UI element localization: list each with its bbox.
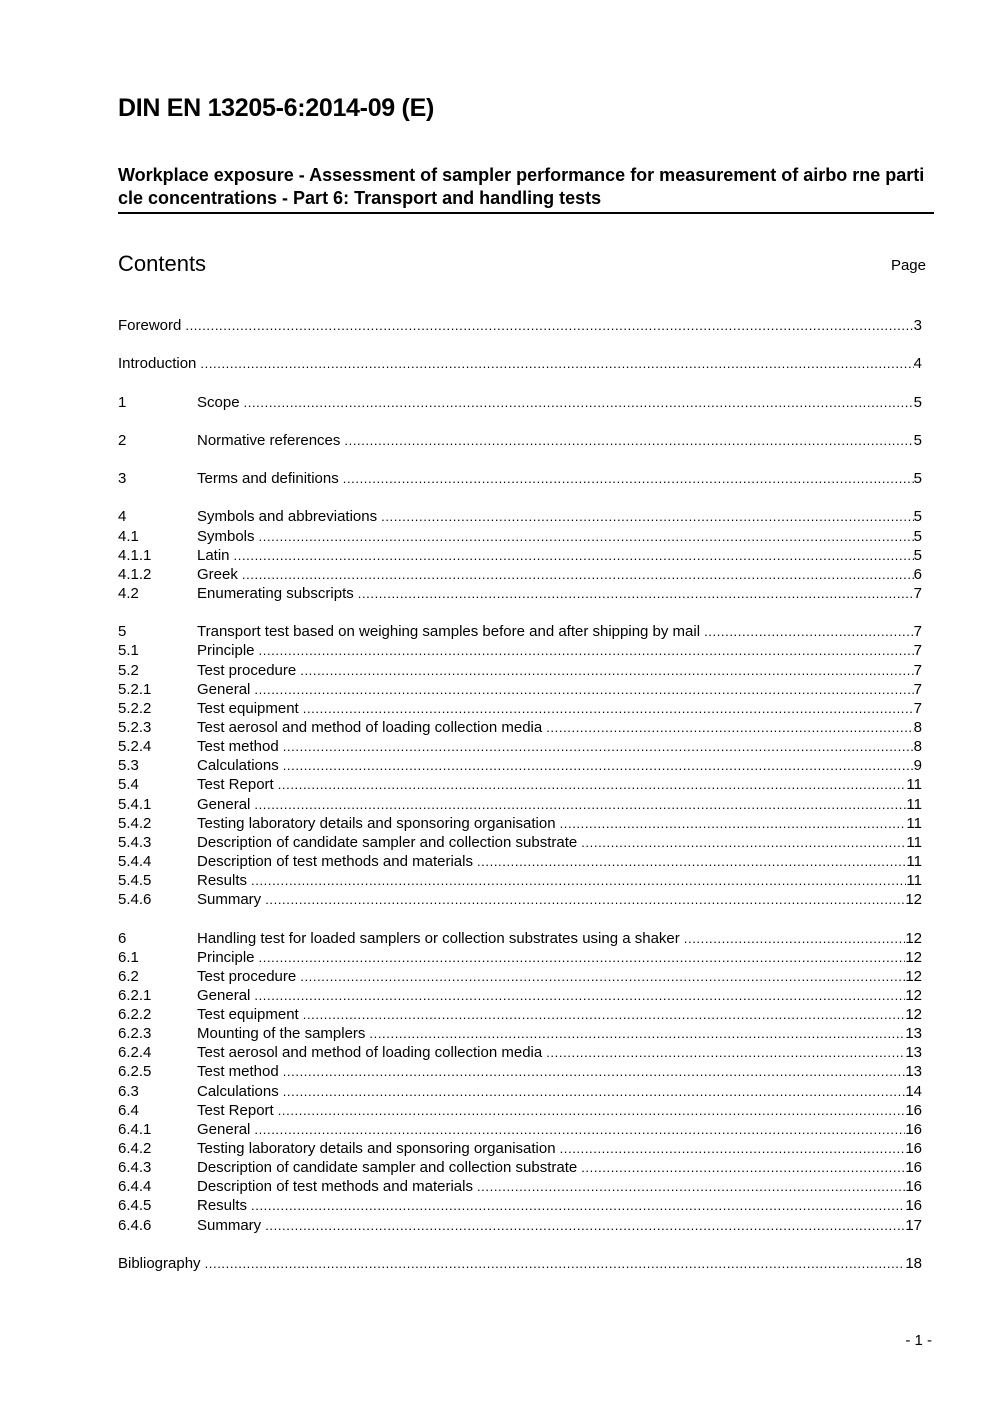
toc-entry-number: 6.4 (118, 1101, 139, 1119)
toc-entry-page: 4 (913, 355, 922, 373)
table-of-contents (118, 316, 922, 1273)
toc-entry[interactable] (118, 622, 922, 641)
toc-entry-page: 16 (905, 1101, 922, 1119)
toc-entry-number: 5.2 (118, 661, 139, 679)
toc-entry-title: Symbols (197, 527, 255, 545)
toc-entry[interactable] (118, 680, 922, 699)
toc-entry-number: 6.4.5 (118, 1197, 152, 1215)
toc-entry-number: 5.2.2 (118, 699, 152, 717)
toc-entry-number: 5.4.5 (118, 872, 152, 890)
toc-entry-page: 16 (905, 1159, 922, 1177)
toc-entry[interactable] (118, 469, 922, 488)
toc-entry[interactable] (118, 737, 922, 756)
toc-entry-title: Principle (197, 642, 255, 660)
toc-dot-leader (581, 833, 906, 852)
toc-dot-leader (303, 1005, 906, 1024)
toc-entry-title: Testing laboratory details and sponsoring organisation (197, 814, 556, 832)
toc-entry-page: 13 (905, 1063, 922, 1081)
toc-entry-number: 6.2.2 (118, 1006, 152, 1024)
toc-dot-leader (381, 507, 914, 526)
toc-entry[interactable] (118, 1101, 922, 1120)
toc-entry-title: Test method (197, 738, 279, 756)
document-title: Workplace exposure - Assessment of sampler performance for measurement of airbo rne particle concentrations - Part 6: Transport and handling tests (118, 164, 934, 214)
toc-entry-number: 5.4.6 (118, 891, 152, 909)
toc-dot-leader (546, 718, 913, 737)
toc-entry-number: 6.4.4 (118, 1178, 152, 1196)
toc-dot-leader (344, 431, 913, 450)
toc-entry-title: Description of test methods and materials (197, 1178, 473, 1196)
toc-entry-title: Test procedure (197, 967, 297, 985)
toc-entry[interactable] (118, 967, 922, 986)
toc-entry[interactable] (118, 775, 922, 794)
toc-entry[interactable] (118, 718, 922, 737)
toc-entry-page: 13 (905, 1044, 922, 1062)
toc-entry-page: 5 (913, 546, 922, 564)
toc-entry-number: 6.2.1 (118, 986, 152, 1004)
toc-entry-number: 6.2 (118, 967, 139, 985)
toc-dot-leader (283, 1082, 906, 1101)
toc-entry-title: Bibliography (118, 1254, 201, 1272)
toc-entry[interactable] (118, 852, 922, 871)
toc-dot-leader (300, 967, 905, 986)
toc-entry[interactable] (118, 1139, 922, 1158)
toc-dot-leader (254, 795, 906, 814)
toc-entry[interactable] (118, 1120, 922, 1139)
toc-entry-page: 12 (905, 891, 922, 909)
contents-heading: Contents (118, 251, 207, 276)
toc-entry-number: 6.2.4 (118, 1044, 152, 1062)
toc-entry-page: 5 (913, 431, 922, 449)
toc-entry-title: Summary (197, 891, 262, 909)
toc-entry-title: Test procedure (197, 661, 297, 679)
toc-entry-title: Scope (197, 393, 240, 411)
toc-dot-leader (265, 1216, 905, 1235)
toc-entry-number: 5.2.4 (118, 738, 152, 756)
toc-entry-title: Test aerosol and method of loading collection media (197, 1044, 543, 1062)
toc-entry-page: 6 (913, 565, 922, 583)
toc-entry[interactable] (118, 527, 922, 546)
toc-entry-page: 16 (905, 1197, 922, 1215)
toc-entry-title: Foreword (118, 317, 182, 334)
toc-entry[interactable] (118, 546, 922, 565)
toc-dot-leader (546, 1043, 905, 1062)
toc-entry-page: 5 (913, 527, 922, 545)
toc-entry-title: Test Report (197, 1101, 274, 1119)
toc-dot-leader (300, 661, 913, 680)
toc-entry-title: Greek (197, 565, 238, 583)
toc-dot-leader (283, 737, 914, 756)
toc-entry-page: 13 (905, 1025, 922, 1043)
toc-entry[interactable] (118, 890, 922, 909)
toc-entry-title: Description of test methods and materials (197, 852, 473, 870)
toc-entry-number: 4.1 (118, 527, 139, 545)
toc-entry[interactable] (118, 929, 922, 948)
toc-entry-title: Latin (197, 546, 230, 564)
toc-entry-title: Test equipment (197, 1006, 299, 1024)
toc-entry[interactable] (118, 1158, 922, 1177)
toc-entry-page: 12 (905, 986, 922, 1004)
toc-entry-page: 14 (905, 1082, 922, 1100)
toc-entry[interactable] (118, 1196, 922, 1215)
toc-entry-page: 9 (913, 757, 922, 775)
toc-entry[interactable] (118, 986, 922, 1005)
toc-entry[interactable] (118, 661, 922, 680)
toc-entry-number: 6.1 (118, 948, 139, 966)
toc-entry-number: 5.4.4 (118, 852, 152, 870)
toc-entry[interactable] (118, 948, 922, 967)
toc-entry-number: 6.4.1 (118, 1120, 152, 1138)
toc-entry-title: Summary (197, 1216, 262, 1234)
toc-entry[interactable] (118, 641, 922, 660)
toc-entry[interactable] (118, 1254, 922, 1273)
toc-entry[interactable] (118, 354, 922, 373)
toc-dot-leader (303, 699, 914, 718)
toc-entry-title: Testing laboratory details and sponsoring organisation (197, 1140, 556, 1158)
toc-entry-page: 18 (905, 1254, 922, 1272)
toc-entry-number: 5.4 (118, 776, 139, 794)
toc-entry-title: Introduction (118, 355, 197, 373)
toc-entry-number: 5.2.1 (118, 680, 152, 698)
toc-entry-page: 11 (906, 852, 922, 870)
toc-entry-number: 2 (118, 431, 127, 449)
toc-entry-title: Calculations (197, 757, 279, 775)
toc-entry-title: Calculations (197, 1082, 279, 1100)
toc-dot-leader (185, 316, 913, 335)
toc-dot-leader (704, 622, 914, 641)
toc-entry[interactable] (118, 431, 922, 450)
toc-dot-leader (560, 1139, 906, 1158)
toc-entry-page: 12 (905, 929, 922, 947)
toc-entry-title: General (197, 795, 251, 813)
toc-dot-leader (358, 584, 914, 603)
toc-entry-title: Description of candidate sampler and collection substrate (197, 833, 578, 851)
toc-dot-leader (477, 1177, 905, 1196)
toc-entry-number: 5.4.3 (118, 833, 152, 851)
toc-entry-number: 4.2 (118, 584, 139, 602)
toc-dot-leader (278, 775, 907, 794)
toc-entry-title: Enumerating subscripts (197, 584, 354, 602)
toc-dot-leader (259, 948, 906, 967)
toc-entry-page: 16 (905, 1178, 922, 1196)
toc-entry-number: 6.4.3 (118, 1159, 152, 1177)
toc-entry-page: 16 (905, 1140, 922, 1158)
toc-entry[interactable] (118, 1005, 922, 1024)
document-id: DIN EN 13205-6:2014-09 (E) (118, 94, 434, 122)
toc-entry-page: 16 (905, 1120, 922, 1138)
toc-entry[interactable] (118, 507, 922, 526)
toc-entry[interactable] (118, 1216, 922, 1235)
toc-entry-page: 8 (913, 738, 922, 756)
toc-dot-leader (259, 527, 914, 546)
toc-dot-leader (477, 852, 906, 871)
toc-dot-leader (343, 469, 914, 488)
toc-dot-leader (283, 1062, 906, 1081)
toc-entry-title: Mounting of the samplers (197, 1025, 366, 1043)
toc-entry-title: Principle (197, 948, 255, 966)
toc-entry-page: 12 (905, 948, 922, 966)
toc-dot-leader (200, 354, 913, 373)
toc-entry[interactable] (118, 565, 922, 584)
toc-entry-title: Symbols and abbreviations (197, 508, 378, 526)
toc-dot-leader (684, 929, 906, 948)
toc-dot-leader (283, 756, 914, 775)
toc-entry-title: Test Report (197, 776, 274, 794)
toc-entry-page: 8 (913, 718, 922, 736)
toc-entry[interactable] (118, 584, 922, 603)
toc-dot-leader (560, 814, 907, 833)
toc-dot-leader (254, 1120, 905, 1139)
toc-entry-number: 6.2.5 (118, 1063, 152, 1081)
toc-entry-title: General (197, 1120, 251, 1138)
toc-entry-title: Test equipment (197, 699, 299, 717)
toc-entry-page: 7 (913, 584, 922, 602)
toc-entry[interactable] (118, 795, 922, 814)
toc-entry-number: 3 (118, 470, 127, 488)
page-column-label: Page (890, 257, 926, 274)
toc-dot-leader (244, 393, 914, 412)
toc-entry[interactable] (118, 1082, 922, 1101)
toc-dot-leader (242, 565, 914, 584)
toc-entry-number: 5.1 (118, 642, 139, 660)
toc-entry[interactable] (118, 833, 922, 852)
toc-entry-page: 7 (913, 680, 922, 698)
toc-entry-number: 5.4.1 (118, 795, 152, 813)
toc-dot-leader (251, 871, 906, 890)
toc-entry-page: 5 (913, 508, 922, 526)
toc-entry-page: 12 (905, 967, 922, 985)
toc-dot-leader (254, 680, 913, 699)
toc-entry-page: 17 (905, 1216, 922, 1234)
toc-entry-page: 11 (906, 795, 922, 813)
toc-entry[interactable] (118, 1024, 922, 1043)
toc-entry-page: 12 (905, 1006, 922, 1024)
toc-entry-number: 6.3 (118, 1082, 139, 1100)
toc-dot-leader (265, 890, 905, 909)
toc-entry-title: Description of candidate sampler and collection substrate (197, 1159, 578, 1177)
toc-entry[interactable] (118, 316, 922, 335)
toc-entry-number: 6.4.6 (118, 1216, 152, 1234)
toc-entry-page: 3 (913, 317, 922, 334)
toc-dot-leader (581, 1158, 905, 1177)
toc-entry[interactable] (118, 699, 922, 718)
toc-entry-title: Terms and definitions (197, 470, 339, 488)
toc-entry-title: Test aerosol and method of loading collection media (197, 718, 543, 736)
toc-entry-number: 6.2.3 (118, 1025, 152, 1043)
toc-entry-title: Transport test based on weighing samples before and after shipping by mail (197, 623, 701, 641)
toc-entry-page: 11 (906, 872, 922, 890)
toc-entry-number: 6.4.2 (118, 1140, 152, 1158)
toc-entry-number: 4 (118, 508, 127, 526)
toc-entry[interactable] (118, 393, 922, 412)
toc-entry-number: 1 (118, 393, 127, 411)
toc-dot-leader (254, 986, 905, 1005)
toc-entry-title: Normative references (197, 431, 341, 449)
toc-entry-title: Results (197, 872, 248, 890)
toc-entry-page: 11 (906, 776, 922, 794)
toc-entry[interactable] (118, 871, 922, 890)
toc-dot-leader (259, 641, 914, 660)
toc-entry-number: 4.1.1 (118, 546, 152, 564)
toc-dot-leader (234, 546, 914, 565)
toc-entry[interactable] (118, 1177, 922, 1196)
toc-dot-leader (278, 1101, 906, 1120)
toc-entry-title: Test method (197, 1063, 279, 1081)
toc-entry-title: General (197, 680, 251, 698)
toc-entry[interactable] (118, 814, 922, 833)
toc-entry[interactable] (118, 1062, 922, 1081)
toc-entry-page: 7 (913, 642, 922, 660)
toc-entry[interactable] (118, 756, 922, 775)
toc-dot-leader (205, 1254, 906, 1273)
toc-entry-page: 7 (913, 699, 922, 717)
toc-dot-leader (369, 1024, 905, 1043)
toc-entry-number: 5.2.3 (118, 718, 152, 736)
toc-entry[interactable] (118, 1043, 922, 1062)
toc-entry-title: Results (197, 1197, 248, 1215)
toc-entry-number: 4.1.2 (118, 565, 152, 583)
toc-entry-number: 5.3 (118, 757, 139, 775)
toc-entry-page: 7 (913, 623, 922, 641)
footer-page-number: - 1 - (905, 1332, 932, 1349)
toc-entry-page: 5 (913, 393, 922, 411)
toc-entry-number: 5 (118, 623, 127, 641)
toc-dot-leader (251, 1196, 905, 1215)
toc-entry-page: 11 (906, 814, 922, 832)
toc-entry-title: Handling test for loaded samplers or collection substrates using a shaker (197, 929, 680, 947)
toc-entry-number: 6 (118, 929, 127, 947)
toc-entry-page: 7 (913, 661, 922, 679)
toc-entry-page: 11 (906, 833, 922, 851)
toc-entry-number: 5.4.2 (118, 814, 152, 832)
toc-entry-title: General (197, 986, 251, 1004)
toc-entry-page: 5 (913, 470, 922, 488)
